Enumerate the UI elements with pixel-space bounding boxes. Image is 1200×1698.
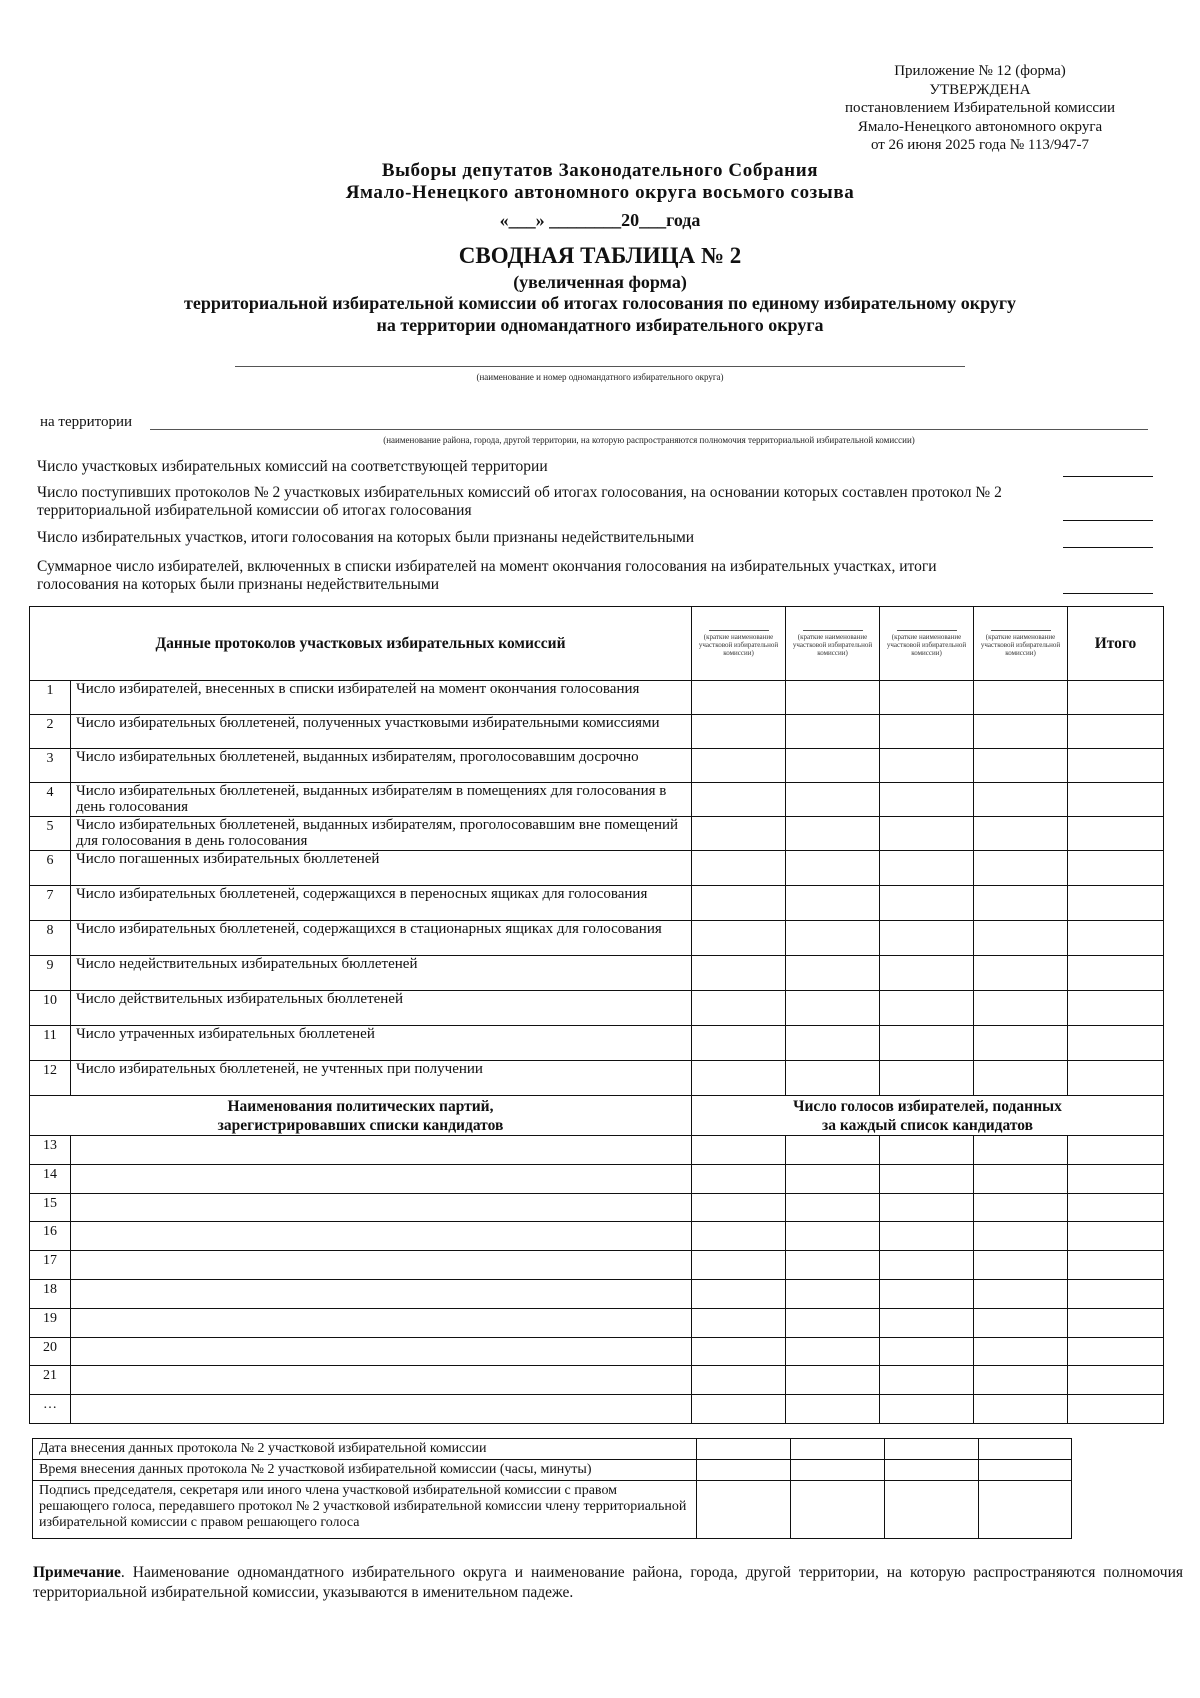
approval-resolution: постановлением Избирательной комиссии — [844, 100, 1116, 116]
table-row — [30, 817, 1164, 851]
party-name-cell[interactable] — [71, 1366, 692, 1395]
footer-data-cell[interactable] — [697, 1481, 791, 1539]
party-row — [30, 1279, 1164, 1308]
row-number: 11 — [30, 1026, 71, 1061]
summary-table — [29, 606, 1164, 1424]
data-cell[interactable] — [1068, 1395, 1164, 1424]
data-cell[interactable] — [974, 851, 1068, 886]
footer-data-cell[interactable] — [979, 1460, 1072, 1481]
stat-commissions-count: Число участковых избирательных комиссий на соответствующей территории — [37, 458, 548, 475]
data-cell[interactable] — [974, 1061, 1068, 1096]
row-label: Число утраченных избирательных бюллетеней — [71, 1026, 692, 1061]
row-number: 5 — [30, 817, 71, 851]
data-cell[interactable] — [880, 1337, 974, 1366]
party-row — [30, 1136, 1164, 1165]
data-cell[interactable] — [786, 921, 880, 956]
data-cell[interactable] — [786, 1222, 880, 1251]
data-cell[interactable] — [786, 1395, 880, 1424]
description-line-1: территориальной избирательной комиссии об итогах голосования по единому избирательному округу — [183, 293, 1017, 313]
approval-date: от 26 июня 2025 года № 113/947-7 — [870, 137, 1090, 153]
data-cell[interactable] — [786, 1026, 880, 1061]
data-cell[interactable] — [1068, 749, 1164, 783]
elections-line-2: Ямало-Ненецкого автономного округа восьмого созыва — [345, 182, 855, 203]
data-cell[interactable] — [974, 1395, 1068, 1424]
data-cell[interactable] — [1068, 851, 1164, 886]
footnote-label: Примечание — [33, 1564, 121, 1581]
data-cell[interactable] — [786, 783, 880, 817]
data-cell[interactable] — [692, 783, 786, 817]
footnote-text: . Наименование одномандатного избирательного округа и наименование района, города, другой территории, на которую распространяются полномочия территориальной избирательной комиссии, указываются в именительном падеже. — [33, 1564, 1183, 1601]
data-cell[interactable] — [974, 1222, 1068, 1251]
row-label: Число действительных избирательных бюллетеней — [71, 991, 692, 1026]
table-row — [30, 956, 1164, 991]
data-cell[interactable] — [692, 749, 786, 783]
data-cell[interactable] — [880, 715, 974, 749]
row-number: 15 — [30, 1193, 71, 1222]
data-cell[interactable] — [974, 956, 1068, 991]
footer-data-cell[interactable] — [697, 1460, 791, 1481]
row-label: Число избирателей, внесенных в списки избирателей на момент окончания голосования — [71, 681, 692, 715]
data-cell[interactable] — [880, 1164, 974, 1193]
table-row — [30, 1061, 1164, 1096]
row-number: 4 — [30, 783, 71, 817]
table-row — [30, 1026, 1164, 1061]
data-cell[interactable] — [880, 1251, 974, 1280]
data-cell[interactable] — [692, 851, 786, 886]
stat-protocols-count: Число поступивших протоколов № 2 участковых избирательных комиссий об итогах голосования, на основании которых составлен протокол № 2 территориальной избирательной комиссии об итогах голосования — [37, 484, 1002, 519]
commission-column-caption: (краткие наименование участковой избирательной комиссии) — [980, 633, 1061, 657]
row-number: … — [30, 1395, 71, 1424]
party-row — [30, 1366, 1164, 1395]
row-number: 20 — [30, 1337, 71, 1366]
data-cell[interactable] — [974, 1366, 1068, 1395]
party-row — [30, 1222, 1164, 1251]
parties-header-line-1: Наименования политических партий, — [227, 1097, 494, 1115]
data-cell[interactable] — [880, 1222, 974, 1251]
data-cell[interactable] — [880, 991, 974, 1026]
data-cell[interactable] — [692, 1222, 786, 1251]
territory-caption: (наименование района, города, другой территории, на которую распространяются полномочия территориальной избирательной комиссии) — [383, 435, 915, 445]
row-number: 7 — [30, 886, 71, 921]
row-number: 6 — [30, 851, 71, 886]
data-cell[interactable] — [692, 715, 786, 749]
date-line: «___» ________20___года — [499, 210, 701, 230]
data-cell[interactable] — [974, 1251, 1068, 1280]
data-cell[interactable] — [692, 1308, 786, 1337]
table-row — [30, 921, 1164, 956]
row-label: Число погашенных избирательных бюллетеней — [71, 851, 692, 886]
footer-table — [32, 1438, 1072, 1539]
data-cell[interactable] — [974, 1279, 1068, 1308]
parties-header-line-2: зарегистрировавших списки кандидатов — [217, 1116, 504, 1134]
party-name-cell[interactable] — [71, 1222, 692, 1251]
party-row — [30, 1337, 1164, 1366]
table-row — [30, 991, 1164, 1026]
footer-data-cell[interactable] — [979, 1481, 1072, 1539]
row-number: 9 — [30, 956, 71, 991]
row-label: Число избирательных бюллетеней, выданных избирателям, проголосовавшим досрочно — [71, 749, 692, 783]
data-cell[interactable] — [974, 886, 1068, 921]
party-name-cell[interactable] — [71, 1395, 692, 1424]
footer-data-cell[interactable] — [979, 1439, 1072, 1460]
commission-column-caption: (краткие наименование участковой избирательной комиссии) — [698, 633, 779, 657]
stat-protocols-field[interactable] — [1063, 520, 1153, 521]
stat-invalid-stations: Число избирательных участков, итоги голосования на которых были признаны недействительными — [37, 529, 695, 546]
commission-column-header — [692, 607, 786, 681]
data-cell[interactable] — [786, 1164, 880, 1193]
data-cell[interactable] — [692, 886, 786, 921]
footer-data-cell[interactable] — [791, 1481, 885, 1539]
commission-column-caption: (краткие наименование участковой избирательной комиссии) — [886, 633, 967, 657]
stat-invalid-voters: Суммарное число избирателей, включенных в списки избирателей на момент окончания голосования на избирательных участках, итоги голосования на которых были признаны недействительными — [37, 558, 937, 593]
data-cell[interactable] — [1068, 1136, 1164, 1165]
page-subtitle: (увеличенная форма) — [513, 272, 687, 292]
data-cell[interactable] — [974, 783, 1068, 817]
footer-data-cell[interactable] — [885, 1481, 979, 1539]
data-cell[interactable] — [880, 1026, 974, 1061]
party-row — [30, 1164, 1164, 1193]
elections-heading — [0, 160, 1200, 204]
data-cell[interactable] — [786, 817, 880, 851]
footer-row-label: Время внесения данных протокола № 2 участковой избирательной комиссии (часы, минуты) — [33, 1460, 697, 1481]
data-cell[interactable] — [880, 1279, 974, 1308]
party-name-cell[interactable] — [71, 1164, 692, 1193]
data-cell[interactable] — [1068, 783, 1164, 817]
footer-row — [33, 1439, 1072, 1460]
data-cell[interactable] — [692, 817, 786, 851]
district-caption: (наименование и номер одномандатного избирательного округа) — [476, 372, 724, 382]
data-cell[interactable] — [1068, 1279, 1164, 1308]
data-cell[interactable] — [880, 681, 974, 715]
data-cell[interactable] — [880, 921, 974, 956]
data-cell[interactable] — [880, 1136, 974, 1165]
data-cell[interactable] — [786, 1337, 880, 1366]
parties-header — [30, 1096, 692, 1136]
data-cell[interactable] — [1068, 817, 1164, 851]
data-cell[interactable] — [974, 1337, 1068, 1366]
page-title: СВОДНАЯ ТАБЛИЦА № 2 — [458, 243, 742, 268]
data-cell[interactable] — [786, 1136, 880, 1165]
data-cell[interactable] — [1068, 1026, 1164, 1061]
row-number: 19 — [30, 1308, 71, 1337]
data-cell[interactable] — [692, 991, 786, 1026]
data-cell[interactable] — [692, 1251, 786, 1280]
party-name-cell[interactable] — [71, 1136, 692, 1165]
data-cell[interactable] — [880, 851, 974, 886]
table-row — [30, 749, 1164, 783]
data-cell[interactable] — [1068, 1366, 1164, 1395]
data-cell[interactable] — [880, 783, 974, 817]
data-cell[interactable] — [786, 1061, 880, 1096]
approval-region: Ямало-Ненецкого автономного округа — [857, 118, 1103, 135]
row-number: 17 — [30, 1251, 71, 1280]
data-cell[interactable] — [692, 1061, 786, 1096]
data-cell[interactable] — [974, 817, 1068, 851]
row-label: Число недействительных избирательных бюллетеней — [71, 956, 692, 991]
party-row — [30, 1193, 1164, 1222]
data-cell[interactable] — [1068, 956, 1164, 991]
data-cell[interactable] — [692, 956, 786, 991]
data-cell[interactable] — [692, 921, 786, 956]
data-cell[interactable] — [974, 1164, 1068, 1193]
data-cell[interactable] — [786, 749, 880, 783]
stat-invalid-voters-field[interactable] — [1063, 593, 1153, 594]
row-label: Число избирательных бюллетеней, содержащихся в переносных ящиках для голосования — [71, 886, 692, 921]
party-row — [30, 1251, 1164, 1280]
footer-row — [33, 1481, 1072, 1539]
data-cell[interactable] — [1068, 886, 1164, 921]
data-cell[interactable] — [692, 1395, 786, 1424]
data-cell[interactable] — [974, 749, 1068, 783]
data-cell[interactable] — [880, 1193, 974, 1222]
elections-line-1: Выборы депутатов Законодательного Собрания — [381, 160, 819, 181]
row-number: 12 — [30, 1061, 71, 1096]
commission-column-header — [786, 607, 880, 681]
votes-header-line-1: Число голосов избирателей, поданных — [793, 1097, 1062, 1115]
footer-data-cell[interactable] — [885, 1460, 979, 1481]
row-number: 13 — [30, 1136, 71, 1165]
territory-label: на территории — [40, 414, 133, 430]
footer-data-cell[interactable] — [885, 1439, 979, 1460]
parties-section-header — [30, 1096, 1164, 1136]
data-cell[interactable] — [786, 1366, 880, 1395]
data-cell[interactable] — [1068, 921, 1164, 956]
data-cell[interactable] — [692, 681, 786, 715]
data-cell[interactable] — [692, 1193, 786, 1222]
approval-block — [780, 62, 1180, 155]
table-row — [30, 851, 1164, 886]
row-number: 10 — [30, 991, 71, 1026]
data-cell[interactable] — [1068, 1251, 1164, 1280]
footer-row-label: Дата внесения данных протокола № 2 участковой избирательной комиссии — [33, 1439, 697, 1460]
page-description — [0, 292, 1200, 336]
row-number: 3 — [30, 749, 71, 783]
footer-row — [33, 1460, 1072, 1481]
data-cell[interactable] — [880, 1061, 974, 1096]
row-number: 8 — [30, 921, 71, 956]
party-name-cell[interactable] — [71, 1279, 692, 1308]
row-number: 2 — [30, 715, 71, 749]
data-cell[interactable] — [1068, 681, 1164, 715]
data-cell[interactable] — [786, 715, 880, 749]
data-cell[interactable] — [974, 1308, 1068, 1337]
data-cell[interactable] — [880, 817, 974, 851]
data-cell[interactable] — [1068, 715, 1164, 749]
footer-data-cell[interactable] — [697, 1439, 791, 1460]
data-cell[interactable] — [974, 715, 1068, 749]
row-label: Число избирательных бюллетеней, не учтенных при получении — [71, 1061, 692, 1096]
data-cell[interactable] — [880, 886, 974, 921]
table-row — [30, 886, 1164, 921]
data-cell[interactable] — [692, 1366, 786, 1395]
table-header-row — [30, 607, 1164, 681]
row-number: 16 — [30, 1222, 71, 1251]
appendix-number: Приложение № 12 (форма) — [894, 63, 1066, 79]
footer-data-cell[interactable] — [791, 1439, 885, 1460]
party-name-cell[interactable] — [71, 1308, 692, 1337]
data-cell[interactable] — [974, 991, 1068, 1026]
row-number: 14 — [30, 1164, 71, 1193]
row-number: 1 — [30, 681, 71, 715]
data-cell[interactable] — [1068, 1337, 1164, 1366]
data-cell[interactable] — [786, 886, 880, 921]
data-cell[interactable] — [1068, 1193, 1164, 1222]
row-number: 18 — [30, 1279, 71, 1308]
table-row — [30, 783, 1164, 817]
data-cell[interactable] — [974, 1136, 1068, 1165]
data-cell[interactable] — [786, 1308, 880, 1337]
row-label: Число избирательных бюллетеней, полученных участковыми избирательными комиссиями — [71, 715, 692, 749]
commission-column-header — [974, 607, 1068, 681]
data-cell[interactable] — [880, 1308, 974, 1337]
stat-commissions-field[interactable] — [1063, 476, 1153, 477]
data-cell[interactable] — [1068, 991, 1164, 1026]
commission-column-caption: (краткие наименование участковой избирательной комиссии) — [792, 633, 873, 657]
votes-header-line-2: за каждый список кандидатов — [822, 1116, 1033, 1134]
data-cell[interactable] — [786, 1193, 880, 1222]
row-label: Число избирательных бюллетеней, выданных избирателям в помещениях для голосования в день голосования — [71, 783, 692, 817]
data-cell[interactable] — [1068, 1222, 1164, 1251]
data-cell[interactable] — [1068, 1164, 1164, 1193]
stat-invalid-stations-field[interactable] — [1063, 547, 1153, 548]
data-cell[interactable] — [974, 1026, 1068, 1061]
row-number: 21 — [30, 1366, 71, 1395]
protocol-data-header: Данные протоколов участковых избирательных комиссий — [30, 607, 692, 681]
party-row — [30, 1395, 1164, 1424]
party-name-cell[interactable] — [71, 1193, 692, 1222]
data-cell[interactable] — [1068, 1308, 1164, 1337]
data-cell[interactable] — [880, 1395, 974, 1424]
row-label: Число избирательных бюллетеней, содержащихся в стационарных ящиках для голосования — [71, 921, 692, 956]
data-cell[interactable] — [974, 921, 1068, 956]
territory-field[interactable] — [150, 429, 1148, 430]
footer-row-label: Подпись председателя, секретаря или иного члена участковой избирательной комиссии с правом решающего голоса, передавшего протокол № 2 участковой избирательной комиссии члену территориальной избирательной комиссии с правом решающего голоса — [33, 1481, 697, 1539]
data-cell[interactable] — [692, 1164, 786, 1193]
data-cell[interactable] — [880, 956, 974, 991]
data-cell[interactable] — [692, 1279, 786, 1308]
data-cell[interactable] — [786, 681, 880, 715]
footer-data-cell[interactable] — [791, 1460, 885, 1481]
data-cell[interactable] — [786, 956, 880, 991]
footnote — [33, 1563, 1183, 1603]
total-column-header: Итого — [1068, 607, 1164, 681]
party-row — [30, 1308, 1164, 1337]
data-cell[interactable] — [786, 991, 880, 1026]
data-cell[interactable] — [786, 1279, 880, 1308]
data-cell[interactable] — [692, 1136, 786, 1165]
commission-column-header — [880, 607, 974, 681]
data-cell[interactable] — [880, 1366, 974, 1395]
district-name-field[interactable] — [235, 366, 965, 367]
data-cell[interactable] — [786, 1251, 880, 1280]
party-name-cell[interactable] — [71, 1251, 692, 1280]
table-row — [30, 681, 1164, 715]
description-line-2: на территории одномандатного избирательного округа — [376, 315, 824, 335]
table-row — [30, 715, 1164, 749]
data-cell[interactable] — [786, 851, 880, 886]
votes-header — [692, 1096, 1164, 1136]
data-cell[interactable] — [1068, 1061, 1164, 1096]
data-cell[interactable] — [974, 681, 1068, 715]
approved-label: УТВЕРЖДЕНА — [929, 81, 1031, 98]
party-name-cell[interactable] — [71, 1337, 692, 1366]
data-cell[interactable] — [974, 1193, 1068, 1222]
row-label: Число избирательных бюллетеней, выданных избирателям, проголосовавшим вне помещений для голосования в день голосования — [71, 817, 692, 851]
data-cell[interactable] — [880, 749, 974, 783]
data-cell[interactable] — [692, 1026, 786, 1061]
data-cell[interactable] — [692, 1337, 786, 1366]
